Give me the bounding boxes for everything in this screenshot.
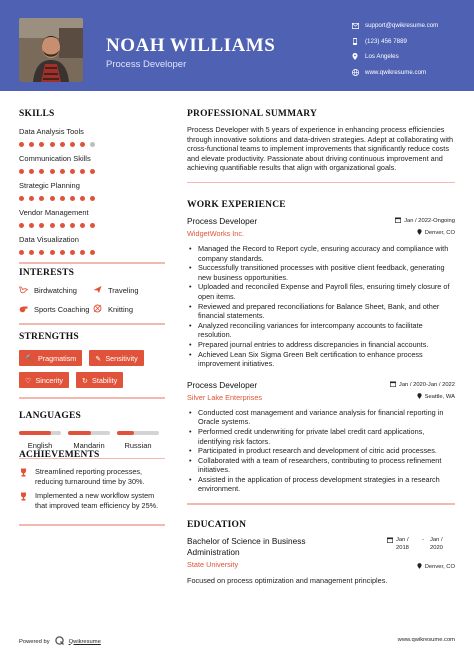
education-location: Denver, CO [417, 563, 455, 571]
rating-dot [70, 169, 75, 174]
skill-label: Vendor Management [19, 208, 89, 217]
location-icon [417, 563, 422, 571]
language-level-fill [68, 431, 91, 435]
education-heading: EDUCATION [187, 520, 247, 530]
list-item: • Assisted in the application of process development strategies in a research environment. [187, 475, 455, 494]
rating-dot [80, 250, 85, 255]
education-entry [187, 536, 455, 586]
rating-dot [60, 142, 65, 147]
experience-heading: WORK EXPERIENCE [187, 200, 286, 210]
rating-dot [39, 223, 44, 228]
rating-dot [50, 223, 55, 228]
rating-dot [39, 169, 44, 174]
section-divider [19, 524, 165, 526]
skill-rating [19, 196, 165, 201]
achievements-section [19, 450, 165, 526]
candidate-title: Process Developer [106, 59, 187, 70]
location-icon [352, 53, 365, 60]
rating-dot [90, 196, 95, 201]
resume-header [0, 0, 474, 91]
degree-name: Bachelor of Science in Business Administration [187, 536, 306, 557]
section-divider [187, 182, 455, 184]
rating-dot [50, 169, 55, 174]
job-dates: Jan / 2022-Ongoing [395, 217, 455, 225]
rating-dot [29, 196, 34, 201]
language-level-bar [117, 431, 159, 435]
list-item: • Reviewed and prepared reconciliations for Balance Sheet, Bank, and other financial statements. [187, 302, 455, 321]
list-item: • Managed the Record to Report cycle, ensuring accuracy and compliance with company standards. [187, 244, 455, 263]
language-level-bar [68, 431, 110, 435]
interests-heading: INTERESTS [19, 268, 75, 278]
skill-label: Data Analysis Tools [19, 127, 84, 136]
brand-link[interactable]: Qwikresume [68, 638, 101, 645]
qwikresume-logo-icon [55, 636, 64, 647]
job-dates: Jan / 2020-Jan / 2022 [390, 381, 455, 389]
language-name: Russian [124, 440, 152, 450]
email-icon [352, 23, 365, 29]
knitting-icon [93, 304, 102, 315]
rating-dot [70, 250, 75, 255]
strength-tag: 🔨 Pragmatism [19, 350, 82, 366]
contact-email[interactable]: support@qwikresume.com [352, 18, 438, 34]
interest-item: Sports Coaching [19, 304, 93, 315]
rating-dot [39, 250, 44, 255]
strength-tag: ✎ Sensitivity [89, 350, 143, 366]
education-dates: Jan / 2018 - Jan / 2020 [387, 537, 450, 552]
interest-item: Birdwatching [19, 285, 93, 296]
contact-list [352, 18, 438, 80]
rating-dot [29, 142, 34, 147]
rating-dot [39, 142, 44, 147]
list-item: • Achieved Lean Six Sigma Green Belt certification to enhance process improvement initiatives. [187, 350, 455, 369]
rating-dot [50, 196, 55, 201]
education-note: Focused on process optimization and management principles. [187, 576, 388, 585]
globe-icon [352, 69, 365, 76]
interest-item: Knitting [93, 304, 133, 315]
trophy-icon [19, 467, 29, 486]
balance-icon: ↻ [82, 375, 89, 385]
job-entry [187, 216, 455, 369]
phone-icon [352, 38, 365, 45]
summary-section [187, 109, 455, 183]
rating-dot [70, 142, 75, 147]
contact-phone[interactable]: (123) 456 7889 [352, 34, 438, 50]
plane-icon [93, 285, 102, 296]
rating-dot [90, 250, 95, 255]
list-item: • Analyzed reconciling variances for intercompany accounts to facilitate resolution. [187, 321, 455, 340]
job-entry [187, 380, 455, 494]
calendar-icon [390, 381, 396, 389]
hammer-icon: 🔨 [25, 353, 34, 363]
language-level-fill [117, 431, 134, 435]
skill-label: Communication Skills [19, 154, 91, 163]
rating-dot [90, 142, 95, 147]
rating-dot [60, 196, 65, 201]
rating-dot [19, 142, 24, 147]
skill-label: Strategic Planning [19, 181, 80, 190]
footer-url[interactable]: www.qwikresume.com [397, 637, 455, 643]
rating-dot [60, 169, 65, 174]
job-bullets [187, 408, 455, 494]
job-location: Seattle, WA [417, 393, 455, 401]
bird-icon [19, 286, 28, 296]
location-icon [417, 393, 422, 401]
rating-dot [80, 169, 85, 174]
section-divider [19, 397, 165, 399]
skill-label: Data Visualization [19, 235, 79, 244]
language-level-bar [19, 431, 61, 435]
contact-location: Los Angeles [352, 49, 438, 65]
summary-heading: PROFESSIONAL SUMMARY [187, 109, 318, 119]
languages-heading: LANGUAGES [19, 411, 81, 421]
pencil-icon: ✎ [95, 353, 102, 363]
rating-dot [29, 169, 34, 174]
interests-section [19, 268, 165, 325]
list-item: • Participated in product research and development of citric acid processes. [187, 446, 455, 456]
skill-rating [19, 142, 165, 147]
location-icon [417, 229, 422, 237]
rating-dot [50, 250, 55, 255]
job-location: Denver, CO [417, 229, 455, 237]
job-role: Process Developer [187, 216, 258, 226]
rating-dot [39, 196, 44, 201]
language-name: Mandarin [73, 440, 105, 450]
skill-rating [19, 250, 165, 255]
rating-dot [19, 250, 24, 255]
list-item: • Prepared journal entries to address discrepancies in financial accounts. [187, 340, 455, 350]
list-item: • Successfully transitioned processes with positive client feedback, generating new business opportunities. [187, 263, 455, 282]
whistle-icon [19, 305, 28, 315]
language-name: English [27, 440, 53, 450]
skill-rating [19, 223, 165, 228]
rating-dot [80, 196, 85, 201]
rating-dot [90, 169, 95, 174]
rating-dot [80, 223, 85, 228]
section-divider [19, 262, 165, 264]
heart-icon: ♡ [25, 375, 32, 385]
job-bullets [187, 244, 455, 369]
strength-tag: ♡ Sincerity [19, 372, 69, 388]
strengths-section [19, 332, 165, 399]
list-item: • Collaborated with a team of researchers, contributing to process refinement initiatives. [187, 456, 455, 475]
rating-dot [70, 196, 75, 201]
skills-section [19, 109, 165, 264]
section-divider [187, 503, 455, 505]
rating-dot [90, 223, 95, 228]
contact-website[interactable]: www.qwikresume.com [352, 65, 438, 81]
rating-dot [19, 169, 24, 174]
rating-dot [19, 196, 24, 201]
list-item: • Uploaded and reconciled Expense and Payroll files, ensuring timely closure of open items. [187, 282, 455, 301]
rating-dot [50, 142, 55, 147]
list-item: • Performed credit underwriting for private label credit card applications, identifying risk factors. [187, 427, 455, 446]
strength-tag: ↻ Stability [76, 372, 123, 388]
rating-dot [29, 223, 34, 228]
rating-dot [80, 142, 85, 147]
profile-photo [19, 18, 83, 82]
list-item: • Conducted cost management and variance analysis for financial reporting in Oracle systems. [187, 408, 455, 427]
candidate-name: NOAH WILLIAMS [106, 35, 276, 56]
school-name: State University [187, 560, 239, 569]
job-role: Process Developer [187, 379, 258, 390]
rating-dot [60, 223, 65, 228]
strengths-heading: STRENGTHS [19, 332, 79, 342]
achievement-item: Streamlined reporting processes, reducing turnaround time by 30%. [19, 467, 165, 486]
job-company: Silver Lake Enterprises [187, 392, 263, 402]
skills-heading: SKILLS [19, 109, 55, 119]
skill-rating [19, 169, 165, 174]
achievements-heading: ACHIEVEMENTS [19, 450, 100, 460]
section-divider [19, 323, 165, 325]
interest-item: Traveling [93, 285, 139, 296]
experience-section [187, 200, 455, 505]
summary-text: Process Developer with 5 years of experience in enhancing process efficiencies through innovative solutions and data-driven strategies. Adept at collaborating with cross-functional teams to implement improvements that significantly reduce costs and elevate productivity. Passionate about driving continuous improvement and achieving quantifiable results that align with organizational goals. [187, 125, 454, 173]
rating-dot [29, 250, 34, 255]
achievement-item: Implemented a new workflow system that improved team efficiency by 25%. [19, 491, 165, 510]
job-company: WidgetWorks Inc. [187, 229, 245, 238]
powered-by: Powered by Qwikresume [19, 636, 101, 647]
education-section [187, 520, 455, 586]
language-level-fill [19, 431, 51, 435]
rating-dot [60, 250, 65, 255]
rating-dot [70, 223, 75, 228]
trophy-icon [19, 491, 29, 510]
calendar-icon [387, 537, 393, 552]
rating-dot [19, 223, 24, 228]
calendar-icon [395, 217, 401, 225]
